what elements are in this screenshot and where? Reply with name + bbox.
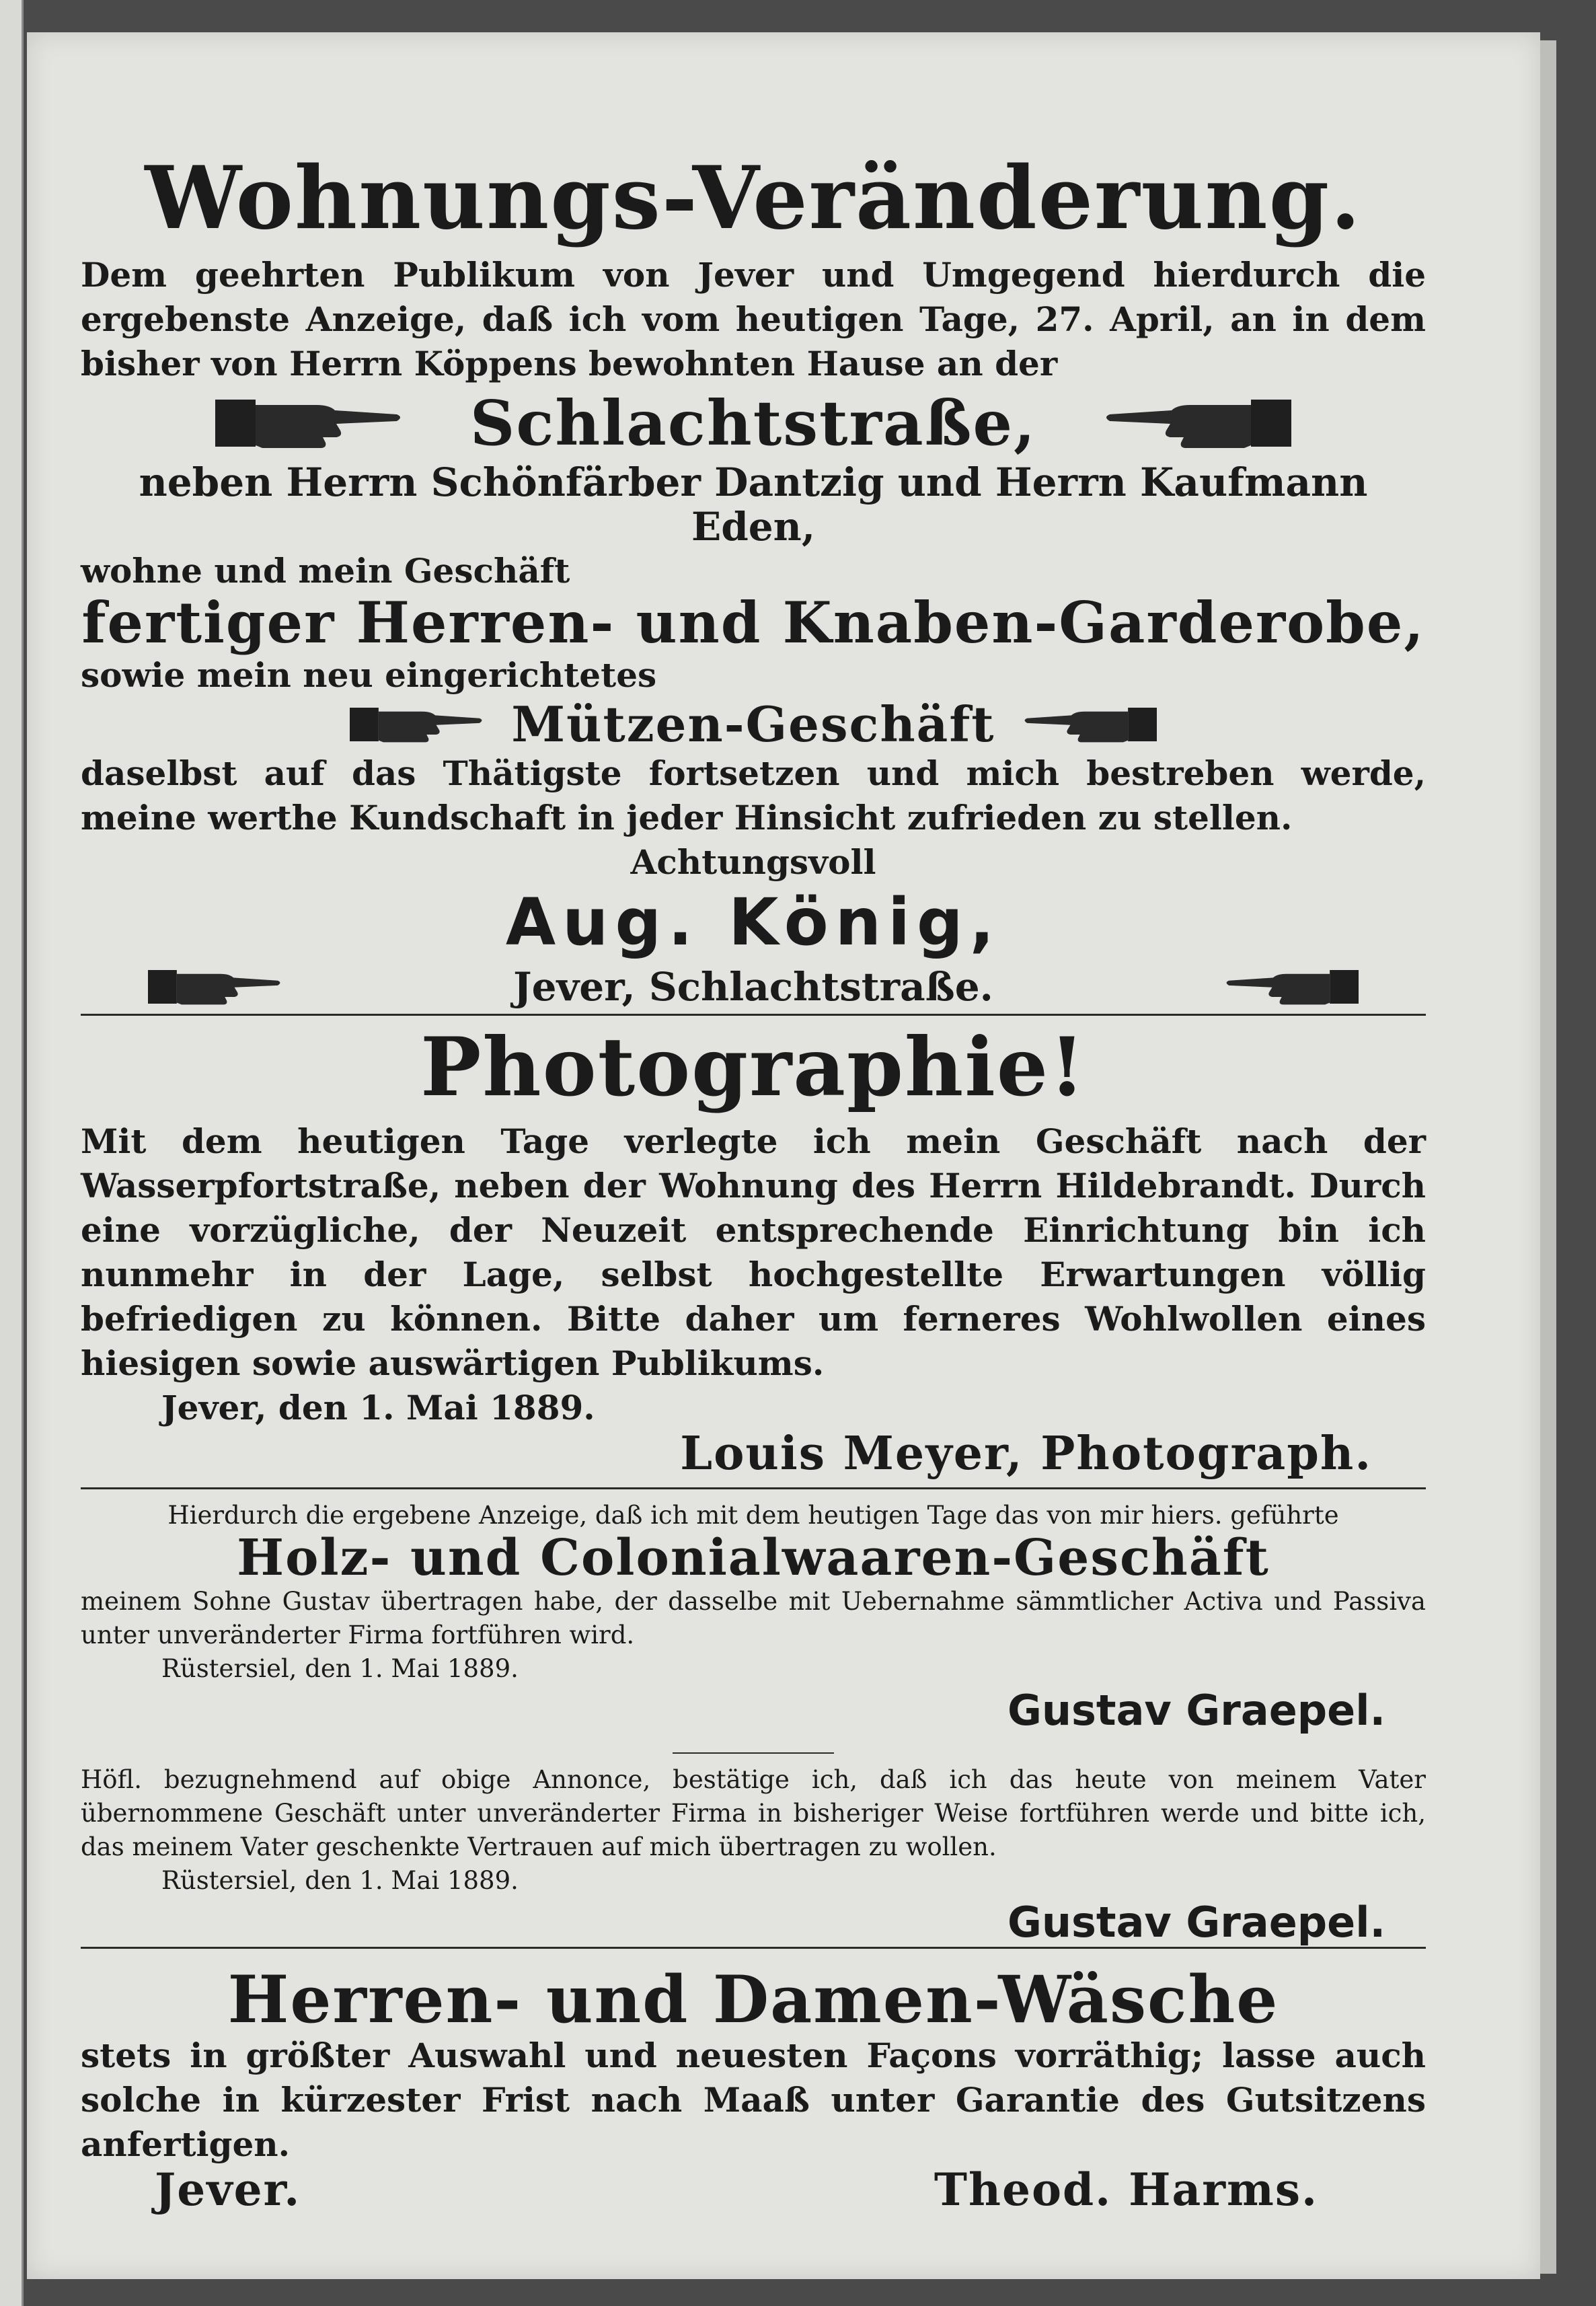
ad1-title: Wohnungs-Veränderung.: [145, 148, 1362, 249]
ad1-address: Jever, Schlachtstraße.: [513, 963, 993, 1010]
ad-photographie: [81, 1019, 1426, 1481]
ad-holz-colonialwaaren: [81, 1499, 1426, 1947]
ad1-garderobe: fertiger Herren- und Knaben-Garderobe,: [81, 589, 1425, 657]
newspaper-page: [27, 32, 1540, 2279]
ad1-line-sowie: sowie mein neu eingerichtetes: [81, 655, 657, 695]
pointing-hand-left-icon: [1022, 698, 1157, 751]
ad3-signature2: Gustav Graepel.: [1008, 1897, 1385, 1947]
ad4-title: Herren- und Damen-Wäsche: [227, 1961, 1279, 2038]
ad4-body: stets in größter Auswahl und neuesten Façons vorräthig; lasse auch solche in kürzester Frist nach Maaß unter Garantie des Gutsitzens anfertigen.: [81, 2036, 1426, 2165]
ad1-neighbors: neben Herrn Schönfärber Dantzig und Herrn Kaufmann Eden,: [139, 459, 1368, 550]
ad2-dateline: Jever, den 1. Mai 1889.: [161, 1387, 595, 1427]
ad1-street: Schlachtstraße,: [469, 387, 1037, 460]
pointing-hand-right-icon: [350, 698, 484, 751]
ad3-body2: Höfl. bezugnehmend auf obige Annonce, bestätige ich, daß ich das heute von meinem Vater übernommene Geschäft unter unveränderter Firma in bisheriger Weise fortführen werde und bitte ich, das meinem Vater geschenkte Vertrauen auf mich übertragen zu wollen.: [81, 1764, 1426, 1861]
ad1-name: Aug. König,: [505, 884, 1001, 960]
ad2-body: Mit dem heutigen Tage verlegte ich mein Geschäft nach der Wasserpfortstraße, neben der Wohnung des Herrn Hildebrandt. Durch eine vorzügliche, der Neuzeit entsprechende Einrichtung bin ich nunmehr in der Lage, selbst hochgestellte Erwartungen völlig befriedigen zu können. Bitte daher um ferneres Wohlwollen eines hiesigen sowie auswärtigen Publikums.: [81, 1121, 1426, 1383]
pointing-hand-left-icon: [1103, 386, 1291, 460]
ad3-intro: Hierdurch die ergebene Anzeige, daß ich mit dem heutigen Tage das von mir hiers. geführte: [167, 1500, 1339, 1530]
pointing-hand-left-icon: [1224, 960, 1359, 1014]
advertisement-column: [81, 148, 1426, 2217]
page-edge: [1540, 40, 1556, 2274]
adjacent-page-strip: [0, 0, 24, 2306]
ad1-muetzen: Mützen-Geschäft: [511, 695, 995, 753]
ad4-name: Theod. Harms.: [934, 2163, 1318, 2217]
ad1-regards: Achtungsvoll: [630, 842, 876, 882]
ad3-dateline: Rüstersiel, den 1. Mai 1889.: [161, 1653, 519, 1683]
pointing-hand-right-icon: [148, 960, 282, 1014]
ad1-intro: Dem geehrten Publikum von Jever und Umgegend hierdurch die ergebenste Anzeige, daß ich vom heutigen Tage, 27. April, an in dem bisher von Herrn Köppens bewohnten Hause an der: [81, 255, 1426, 384]
ad4-place: Jever.: [155, 2163, 301, 2217]
ad2-signature: Louis Meyer, Photograph.: [680, 1426, 1372, 1481]
ad3-dateline2: Rüstersiel, den 1. Mai 1889.: [161, 1865, 519, 1895]
ad1-closing: daselbst auf das Thätigste fortsetzen und mich bestreben werde, meine werthe Kundschaft in jeder Hinsicht zufrieden zu stellen.: [81, 753, 1426, 838]
ad-waesche: [81, 1961, 1426, 2217]
ad-wohnungs-veraenderung: [81, 148, 1426, 1014]
ad3-signature: Gustav Graepel.: [1008, 1685, 1385, 1735]
ad1-line-wohne: wohne und mein Geschäft: [81, 551, 570, 591]
ad3-body: meinem Sohne Gustav übertragen habe, der dasselbe mit Uebernahme sämmtlicher Activa und Passiva unter unveränderter Firma fortführen wird.: [81, 1586, 1426, 1649]
ad2-title: Photographie!: [420, 1019, 1086, 1115]
ad3-title: Holz- und Colonialwaaren-Geschäft: [237, 1528, 1270, 1587]
pointing-hand-right-icon: [215, 386, 404, 460]
